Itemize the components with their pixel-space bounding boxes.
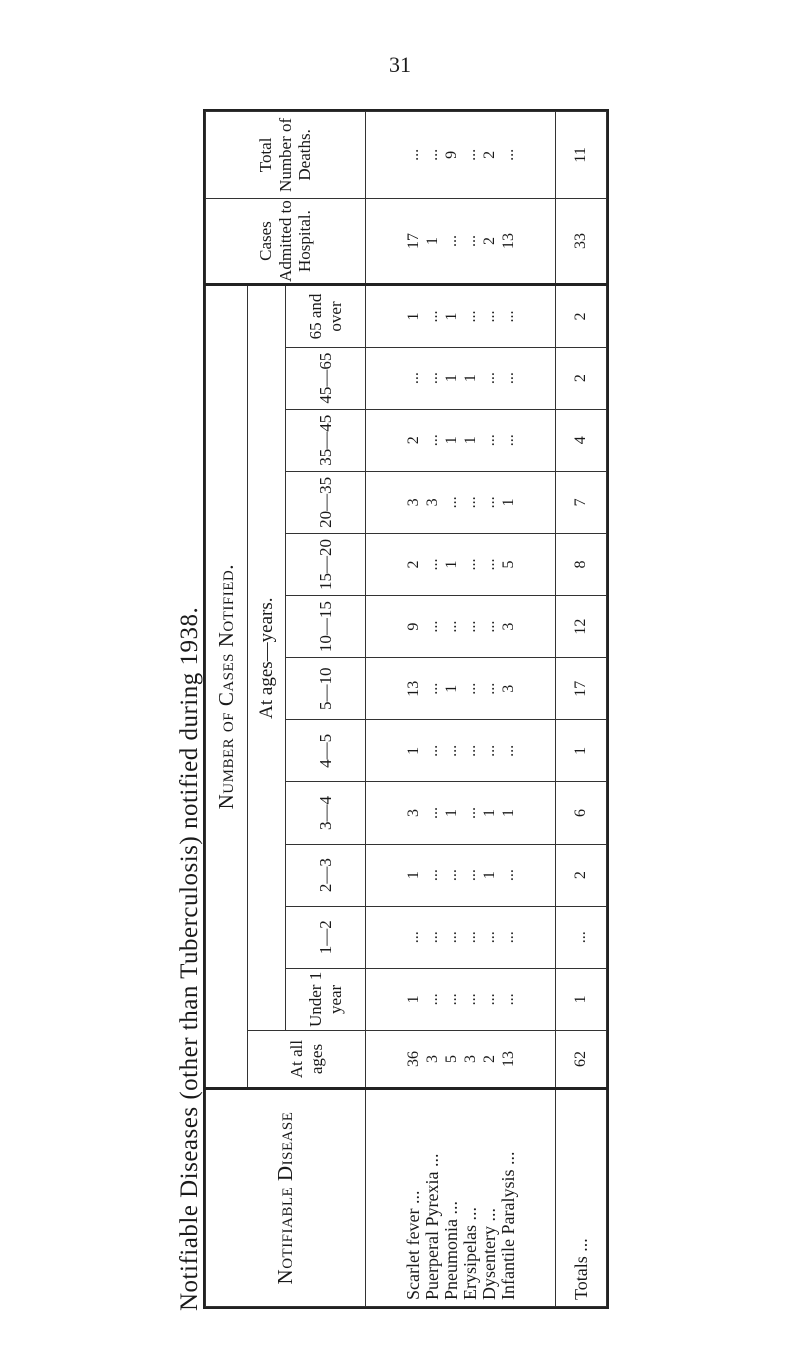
all-ages-header: At all ages [248, 1030, 366, 1088]
value-cell: 1 [442, 684, 460, 693]
total-age-4-5: 1 [556, 720, 607, 782]
value-cell: ... [423, 558, 441, 571]
value-cell: 3 [423, 1055, 441, 1063]
value-cell: 9 [404, 622, 422, 631]
value-cell: 1 [404, 995, 422, 1004]
value-cell: ... [480, 993, 498, 1006]
value-cell: ... [499, 931, 517, 944]
value-cell: ... [404, 931, 422, 944]
value-cell: ... [461, 807, 479, 820]
under-1-values [366, 968, 556, 1030]
value-cell: ... [423, 807, 441, 820]
age-header-35-45: 35—45 [286, 409, 366, 471]
all-ages-values [366, 1030, 556, 1088]
value-cell: 3 [423, 498, 441, 507]
value-cell: ... [461, 869, 479, 882]
value-cell: ... [442, 869, 460, 882]
value-cell: ... [423, 993, 441, 1006]
age-header-65-over: 65 and over [286, 285, 366, 347]
admitted-values [366, 198, 556, 285]
value-cell: ... [480, 372, 498, 385]
value-cell: 1 [461, 436, 479, 445]
value-cell: ... [423, 310, 441, 323]
age-header-5-10: 5—10 [286, 658, 366, 720]
value-cell: ... [480, 682, 498, 695]
age-15-20-values [366, 533, 556, 595]
value-cell: ... [499, 148, 517, 161]
total-age-1-2: ... [556, 906, 607, 968]
value-cell: 1 [480, 871, 498, 880]
total-under-1: 1 [556, 968, 607, 1030]
value-cell: 13 [404, 680, 422, 697]
total-deaths: 11 [556, 112, 607, 199]
value-cell: ... [461, 496, 479, 509]
disease-name: Scarlet fever ... [402, 1190, 423, 1300]
value-cell: 1 [442, 312, 460, 321]
value-cell: ... [461, 148, 479, 161]
value-cell: 1 [442, 809, 460, 818]
age-header-under-1: Under 1 year [286, 968, 366, 1030]
value-cell: ... [423, 869, 441, 882]
value-cell: ... [423, 434, 441, 447]
value-cell: ... [442, 744, 460, 757]
value-cell: 1 [442, 436, 460, 445]
table-title-text: Notifiable Diseases (other than Tuberculosis) notified during 1938. [176, 606, 203, 1311]
value-cell: 13 [499, 1051, 517, 1067]
value-cell: 1 [499, 809, 517, 818]
value-cell: 9 [442, 150, 460, 159]
value-cell: 3 [404, 809, 422, 818]
value-cell: ... [480, 496, 498, 509]
value-cell: ... [461, 744, 479, 757]
value-cell: ... [461, 682, 479, 695]
age-35-45-values [366, 409, 556, 471]
age-65-over-values [366, 285, 556, 347]
value-cell: ... [442, 931, 460, 944]
cases-notified-header: Number of Cases Notified. [206, 285, 248, 1089]
value-cell: 2 [480, 150, 498, 159]
value-cell: 2 [404, 436, 422, 445]
value-cell: 3 [499, 622, 517, 631]
value-cell: ... [461, 310, 479, 323]
value-cell: ... [461, 993, 479, 1006]
totals-label: Totals ... [556, 1089, 607, 1307]
value-cell: ... [461, 620, 479, 633]
total-age-65-over: 2 [556, 285, 607, 347]
value-cell: ... [480, 310, 498, 323]
value-cell: 13 [499, 233, 517, 250]
value-cell: ... [404, 148, 422, 161]
value-cell: ... [404, 372, 422, 385]
value-cell: ... [442, 496, 460, 509]
age-3-4-values [366, 782, 556, 844]
disease-names-cell [366, 1089, 556, 1307]
value-cell: 3 [404, 498, 422, 507]
value-cell: ... [480, 620, 498, 633]
value-cell: ... [423, 931, 441, 944]
rotated-table [205, 111, 607, 1307]
value-cell: ... [499, 993, 517, 1006]
value-cell: ... [480, 558, 498, 571]
value-cell: 1 [480, 809, 498, 818]
disease-name: Infantile Paralysis ... [497, 1151, 518, 1300]
value-cell: 3 [461, 1055, 479, 1063]
value-cell: 1 [404, 871, 422, 880]
deaths-column-header: Total Number of Deaths. [206, 112, 366, 199]
value-cell: ... [499, 869, 517, 882]
total-age-5-10: 17 [556, 658, 607, 720]
disease-name: Pneumonia ... [440, 1201, 461, 1300]
value-cell: ... [480, 931, 498, 944]
total-admitted: 33 [556, 198, 607, 285]
total-age-3-4: 6 [556, 782, 607, 844]
total-age-35-45: 4 [556, 409, 607, 471]
disease-rows [366, 112, 556, 1307]
age-10-15-values [366, 596, 556, 658]
value-cell: 1 [404, 312, 422, 321]
age-header-10-15: 10—15 [286, 596, 366, 658]
value-cell: ... [499, 372, 517, 385]
value-cell: 1 [499, 498, 517, 507]
value-cell: ... [499, 744, 517, 757]
value-cell: ... [423, 682, 441, 695]
total-age-20-35: 7 [556, 471, 607, 533]
age-2-3-values [366, 844, 556, 906]
value-cell: ... [442, 620, 460, 633]
age-header-4-5: 4—5 [286, 720, 366, 782]
age-header-15-20: 15—20 [286, 533, 366, 595]
value-cell: ... [442, 993, 460, 1006]
at-ages-header: At ages—years. [248, 285, 286, 1031]
disease-name: Dysentery ... [478, 1208, 499, 1300]
value-cell: 1 [423, 237, 441, 246]
age-1-2-values [366, 906, 556, 968]
age-header-45-65: 45—65 [286, 347, 366, 409]
value-cell: ... [423, 620, 441, 633]
value-cell: 3 [499, 684, 517, 693]
value-cell: 5 [442, 1055, 460, 1063]
disease-column-header: Notifiable Disease [206, 1089, 366, 1307]
age-header-20-35: 20—35 [286, 471, 366, 533]
totals-row [556, 112, 607, 1307]
value-cell: 5 [499, 560, 517, 569]
value-cell: 1 [442, 560, 460, 569]
notifiable-diseases-table-frame [203, 109, 609, 1309]
value-cell: ... [461, 931, 479, 944]
disease-name: Puerperal Pyrexia ... [421, 1153, 442, 1300]
deaths-values [366, 112, 556, 199]
value-cell: ... [480, 744, 498, 757]
value-cell: 17 [404, 233, 422, 250]
value-cell: ... [480, 434, 498, 447]
value-cell: 2 [480, 237, 498, 246]
value-cell: ... [461, 235, 479, 248]
age-20-35-values [366, 471, 556, 533]
age-header-3-4: 3—4 [286, 782, 366, 844]
age-45-65-values [366, 347, 556, 409]
age-header-1-2: 1—2 [286, 906, 366, 968]
value-cell: ... [499, 434, 517, 447]
value-cell: ... [423, 148, 441, 161]
value-cell: 2 [480, 1055, 498, 1063]
value-cell: 1 [461, 374, 479, 383]
total-all-ages: 62 [556, 1030, 607, 1088]
age-header-2-3: 2—3 [286, 844, 366, 906]
total-age-10-15: 12 [556, 596, 607, 658]
value-cell: ... [442, 235, 460, 248]
value-cell: 1 [404, 746, 422, 755]
value-cell: 2 [404, 560, 422, 569]
value-cell: 36 [404, 1051, 422, 1067]
notifiable-diseases-table [205, 111, 607, 1307]
total-age-45-65: 2 [556, 347, 607, 409]
value-cell: ... [461, 558, 479, 571]
admitted-column-header: Cases Admitted to Hospital. [206, 198, 366, 285]
disease-name: Erysipelas ... [459, 1207, 480, 1300]
age-4-5-values [366, 720, 556, 782]
age-5-10-values [366, 658, 556, 720]
value-cell: ... [423, 372, 441, 385]
value-cell: ... [423, 744, 441, 757]
value-cell: ... [499, 310, 517, 323]
page-number: 31 [389, 52, 411, 77]
total-age-2-3: 2 [556, 844, 607, 906]
total-age-15-20: 8 [556, 533, 607, 595]
value-cell: 1 [442, 374, 460, 383]
